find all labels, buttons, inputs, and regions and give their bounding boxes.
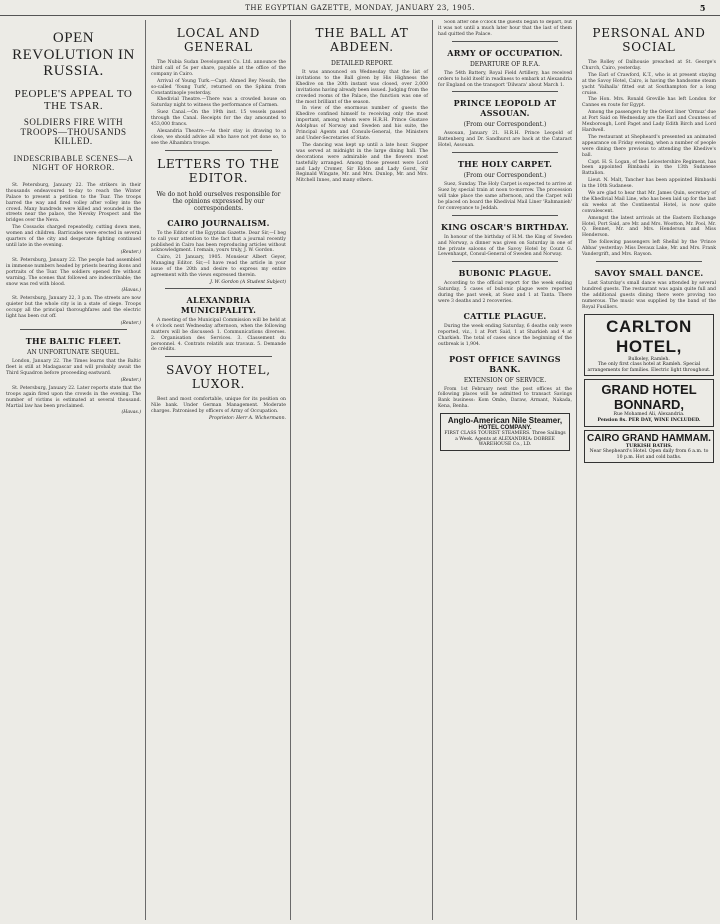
advertisement-hammam <box>584 430 714 464</box>
paragraph: Suez Canal.—On the 19th inst. 15 vessels passed through the Canal. Receipts for the day amounted to 453,000 francs. <box>151 110 286 128</box>
masthead <box>0 0 720 16</box>
divider <box>452 215 558 216</box>
headline-revolution: OPEN REVOLUTION IN RUSSIA. <box>12 30 135 79</box>
headline-appeal: PEOPLE'S APPEAL TO THE TSAR. <box>14 87 133 112</box>
article-text <box>6 183 141 249</box>
ad-title: CAIRO GRAND HAMMAM. <box>587 432 711 444</box>
ad-title: GRAND HOTEL BONNARD, <box>601 382 697 413</box>
column-rule <box>432 20 433 920</box>
paragraph: The restaurant at Shepheard's presented an animated appearance on Friday evening, when a number of people were dining there previous to attending the Khedive's ball. <box>582 134 716 158</box>
divider <box>165 356 272 357</box>
paragraph: Amongst the latest arrivals at the Eastern Exchange Hotel, Port Said, are Mr. and Mrs. Wootton, Mr. Pool, Mr. Q. Bennet, Mr. and Mrs. Henderson and Miss Henderson. <box>582 215 716 239</box>
divider <box>452 261 558 262</box>
masthead-title: THE EGYPTIAN GAZETTE, MONDAY, JANUARY 23, 1905. <box>245 3 475 12</box>
section-heading-holy-carpet: THE HOLY CARPET. <box>457 159 553 170</box>
subheading-leopold: (From our Correspondent.) <box>463 121 547 129</box>
ad-text: FIRST CLASS TOURIST STEAMERS. Three Sailings a Week. Agents at ALEXANDRIA: DOBREE WAREHOUSE Co., LD. <box>444 431 566 448</box>
section-heading-plague: BUBONIC PLAGUE. <box>458 268 552 279</box>
paragraph: Alexandria Theatre.—As their stay is drawing to a close, we should advise all who have not yet done so, to see the Alhambra troupe. <box>151 128 286 146</box>
ad-title: Anglo-American Nile Steamer, <box>447 416 563 426</box>
paragraph: Last Saturday's small dance was attended by several hundred guests. The restaurant was again quite full and the additional guests dining there were proving too numerous. The music was supplied by the band of the Royal Fusiliers. <box>582 281 716 310</box>
ad-subtitle: TURKISH BATHS. <box>625 443 673 449</box>
paragraph: The Nubia Sudan Development Co. Ltd. announce the third call of 5s per share, payable at the office of the company in Cairo. <box>151 60 286 77</box>
paragraph: Among the passengers by the Orient liner 'Ormuz' due at Port Said on Wednesday are the Earl and Countess of Mexborough, Lord Paget and Lady Edith Birch and Lord Hardwell. <box>582 110 716 133</box>
paragraph: Suez, Sunday. The Holy Carpet is expected to arrive at Suez by special train at noon to-morrow. The procession will take place the same afternoon, and the Carpet will be placed on board the Khedivial Mail Liner 'Rahmanieh' for conveyance to Jeddah. <box>438 182 572 211</box>
paragraph: The Cossacks charged repeatedly, cutting down men, women and children. Barricades were erected in several quarters of the city and desperate fighting continued until late in the evening. <box>6 225 141 249</box>
paragraph: To the Editor of the Egyptian Gazette. Dear Sir,—I beg to call your attention to the fact that a journal recently published in Cairo has been reproducing articles without acknowledgment. I remain, yours truly, J. W. Gordon. <box>151 230 286 254</box>
paragraph: Soon after one o'clock the guests began to depart, but it was not until a much later hour that the last of them had quitted the Palace. <box>438 20 572 37</box>
section-heading-letters: LETTERS TO THE EDITOR. <box>157 156 280 185</box>
section-heading-baltic: THE BALTIC FLEET. <box>25 336 122 347</box>
article-text <box>438 324 572 348</box>
source-credit: (Havas.) <box>121 410 141 416</box>
paragraph: From 1st February next the post offices at the following places will be admitted to transact Savings Bank business: Kom Ombo, Daraw, Armant, Nakada, Kena, Benha. <box>438 386 572 410</box>
paragraph: In view of the enormous number of guests the Khedive confined himself to receiving only the most important, among whom were H.R.H. Prince Gustave Adolphus of Norway and Sweden and his suite, the Principal Agents and Consuls-General, the Ministers and Under-Secretaries of State. <box>296 106 428 141</box>
paragraph: It was announced on Wednesday that the list of invitations to the Ball given by His Highness the Khedive on the 20th instant was closed, over 2,000 invitations having already been issued. Judging from the crowded rooms of the Palace, the function was one of the most brilliant of the season. <box>296 70 428 105</box>
divider <box>596 261 702 262</box>
paragraph: The Earl of Crawford, K.T., who is at present staying at the Savoy Hotel, Cairo, is having the handsome steam yacht 'Valhalla' fitted out at Southampton for a long cruise. <box>582 72 716 96</box>
source-credit: (Havas.) <box>121 288 141 294</box>
article-text <box>6 386 141 410</box>
column-2 <box>147 20 290 920</box>
ad-subtitle: Rue Mohamed Ali, Alexandria. <box>613 412 685 418</box>
paragraph: St. Petersburg, January 22. The strikers in their thousands endeavoured to-day to reach the Winter Palace to present a petition to the Tsar. The troops barred the way and fired volley after volley into the crowd. Many hundreds were killed and wounded in the streets near the palace, the Nevsky Prospect and the bridges over the Neva. <box>6 182 141 224</box>
paragraph: Lieut. N. Malt, Tancher has been appointed Bimbashi in the 10th Sudanese. <box>582 178 716 190</box>
article-text <box>582 60 716 258</box>
section-heading-army: ARMY OF OCCUPATION. <box>447 47 563 58</box>
article-text <box>6 258 141 288</box>
section-heading-cattle-plague: CATTLE PLAGUE. <box>463 310 547 321</box>
paragraph: The Hon. Mrs. Ronald Greville has left London for Cannes en route for Egypt. <box>582 97 716 109</box>
headline-killed: SOLDIERS FIRE WITH TROOPS—THOUSANDS KILLED. <box>20 116 127 147</box>
subheading-ball: DETAILED REPORT. <box>331 60 393 67</box>
ad-subtitle: HOTEL COMPANY. <box>478 425 532 432</box>
article-text <box>438 182 572 212</box>
subheading-holy-carpet: (From our Correspondent.) <box>463 172 547 180</box>
article-text <box>151 60 286 147</box>
article-text <box>438 20 572 38</box>
article-text <box>296 70 428 184</box>
advertisement-anglo-american <box>440 413 570 451</box>
headline-horror: INDESCRIBABLE SCENES—A NIGHT OF HORROR. <box>13 154 134 173</box>
section-heading-local: LOCAL AND GENERAL <box>176 26 261 54</box>
article-text <box>6 296 141 320</box>
section-heading-post-office: POST OFFICE SAVINGS BANK. <box>449 353 561 374</box>
subheading-letters: We do not hold ourselves responsible for the opinions expressed by our correspondents. <box>156 190 281 212</box>
section-heading-cairo-journalism: CAIRO JOURNALISM. <box>167 217 270 228</box>
source-credit: (Reuter.) <box>120 377 141 383</box>
divider <box>452 91 558 92</box>
paragraph: St. Petersburg, January 22. Later reports state that the troops again fired upon the crowds in the evening. The number of victims is estimated at several thousand. Martial law has been proclaimed. <box>6 385 141 409</box>
column-rule <box>576 20 577 920</box>
page-number: 5 <box>699 3 706 13</box>
paragraph: London, January 22. The Times learns that the Baltic fleet is still at Madagascar and will probably await the Third Squadron before proceeding eastward. <box>6 359 141 376</box>
article-text <box>438 281 572 305</box>
article-text <box>151 318 286 353</box>
divider <box>20 329 127 330</box>
section-heading-personal: PERSONAL AND SOCIAL <box>592 26 706 54</box>
article-text <box>151 231 286 279</box>
section-heading-king-oscar: KING OSCAR'S BIRTHDAY. <box>441 221 569 232</box>
divider <box>452 152 558 153</box>
article-text <box>582 281 716 311</box>
ad-title: CARLTON HOTEL, <box>606 316 692 356</box>
article-text <box>438 387 572 411</box>
ad-price: Pension 8s. PER DAY, WINE INCLUDED. <box>597 417 701 423</box>
section-heading-savoy-luxor: SAVOY HOTEL, LUXOR. <box>166 363 271 392</box>
article-text <box>151 397 286 415</box>
divider <box>452 41 558 42</box>
paragraph: St. Petersburg, January 22. The people had assembled in immense numbers headed by priests bearing ikons and portraits of the Tsar. The soldiers opened fire without warning. The scenes that followed are indescribable; the snow was red with blood. <box>6 257 141 287</box>
paragraph: St. Petersburg, January 22, 3 p.m. The streets are now quieter but the whole city is in a state of siege. Troops occupy all the principal thoroughfares and the electric light has been cut off. <box>6 296 141 320</box>
source-credit: (Reuter.) <box>120 249 141 255</box>
ad-text: Near Shepheard's Hotel. Open daily from 6 a.m. to 10 p.m. Hot and cold baths. <box>589 449 709 460</box>
divider <box>165 288 272 289</box>
paragraph: The dancing was kept up until a late hour. Supper was served at midnight in the large dining hall. The decorations were admirable and the flowers most tastefully arranged. Among those present were Lord and Lady Cromer, Sir Eldon and Lady Gorst, Sir Reginald Wingate, Mr. and Mrs. Dunlop, Mr. and Mrs. Mitchell Innes, and many others. <box>296 142 428 184</box>
column-4 <box>434 20 576 920</box>
section-heading-ball: THE BALL AT ABDEEN. <box>315 26 409 54</box>
paragraph: The Rolley of Dalhousie preached at St. George's Church, Cairo, yesterday. <box>582 60 716 71</box>
subheading-army: DEPARTURE OF R.F.A. <box>469 60 541 68</box>
paragraph: Best and most comfortable, unique for its position on Nile bank. Under German Management. Moderate charges. Patronised by officers of Army of Occupation. <box>151 397 286 415</box>
advertisement-bonnard <box>584 379 714 426</box>
column-rule <box>290 20 291 920</box>
paragraph: According to the official report for the week ending Saturday, 5 cases of bubonic plague were reported during the past week, at Suez and 1 at Tanta. There were 3 deaths and 2 recoveries. <box>438 281 572 305</box>
article-text <box>438 71 572 89</box>
paragraph: In honour of the birthday of H.M. the King of Sweden and Norway, a dinner was given on Saturday in one of the private saloons of the Savoy Hotel by Count G. Lewenhaupt, Consul-General of Sweden and Norway. <box>438 234 572 258</box>
section-heading-leopold: PRINCE LEOPOLD AT ASSOUAN. <box>453 98 557 119</box>
column-5 <box>578 20 720 920</box>
paragraph: Khedivial Theatre.—There was a crowded house on Saturday night to witness the performance of Carmen. <box>151 97 286 109</box>
advertisement-carlton <box>584 314 714 377</box>
paragraph: A meeting of the Municipal Commission will be held at 4 o'clock next Wednesday afternoon, when the following matters will be discussed: 1. Communications diverses. 2. Organisation des Services. 3. Classement du personnel. 4. Contrats relatifs aux travaux. 5. Demande de crédits. <box>151 317 286 353</box>
ad-text: The only first class hotel at Ramleh. Special arrangements for families. Electric light throughout. <box>587 362 711 373</box>
column-1 <box>2 20 145 920</box>
subheading-baltic: AN UNFORTUNATE SEQUEL. <box>27 349 120 357</box>
column-rule <box>145 20 146 920</box>
ad-subtitle: Bulkeley, Ramleh. <box>628 356 670 362</box>
source-credit: (Reuter.) <box>120 321 141 327</box>
paragraph: Cairo, 21 January, 1905. Monsieur Albert Geyer, Managing Editor. Sir,—I have read the article in your issue of the 20th and desire to express my entire agreement with the views expressed therein. <box>151 255 286 279</box>
article-text <box>438 131 572 149</box>
source-credit: Proprietor: Herr A. Wichermann. <box>208 416 286 422</box>
paragraph: Arrival of Young Turk.—Capt. Ahmed Bey Nessib, the so-called 'Young Turk', returned on the Sphinx from Constantinople yesterday. <box>151 78 286 96</box>
paragraph: The following passengers left Shellal by the 'Prince Abbas' yesterday: Miss Devaux Lake, Mr. and Mrs. Frank Vandergrift, and Mrs. Rayson. <box>582 240 716 258</box>
section-heading-savoy-dance: SAVOY SMALL DANCE. <box>594 268 704 278</box>
article-text <box>6 359 141 377</box>
paragraph: During the week ending Saturday, 6 deaths only were reported, viz., 1 at Port Said, 1 at Sharkieh and 4 at Charkieh. The total of cases since the beginning of the outbreak is 1,904. <box>438 323 572 347</box>
column-3 <box>292 20 432 920</box>
paragraph: We are glad to hear that Mr. James Quin, secretary of the Khedivial Mail Line, who has been laid up for the last six weeks at the Continental Hotel, is now quite convalescent. <box>582 191 716 214</box>
paragraph: Assouan, January 21. H.R.H. Prince Leopold of Battenberg and Dr. Sandhurst are back at the Cataract Hotel, Assouan. <box>438 131 572 149</box>
section-heading-municipality: ALEXANDRIA MUNICIPALITY. <box>180 294 257 315</box>
divider <box>165 150 272 151</box>
subheading-post-office: EXTENSION OF SERVICE. <box>463 376 547 384</box>
article-text <box>438 235 572 259</box>
signature: J. W. Gordon (A Student Subject) <box>210 279 286 285</box>
paragraph: Capt. H. S. Logan, of the Leicestershire Regiment, has been appointed Bimbashi in the 13th Sudanese Battalion. <box>582 159 716 177</box>
paragraph: The 54th Battery, Royal Field Artillery, has received orders to hold itself in readiness to embark at Alexandria for England on the transport 'Dilwara' about March 1. <box>438 70 572 88</box>
